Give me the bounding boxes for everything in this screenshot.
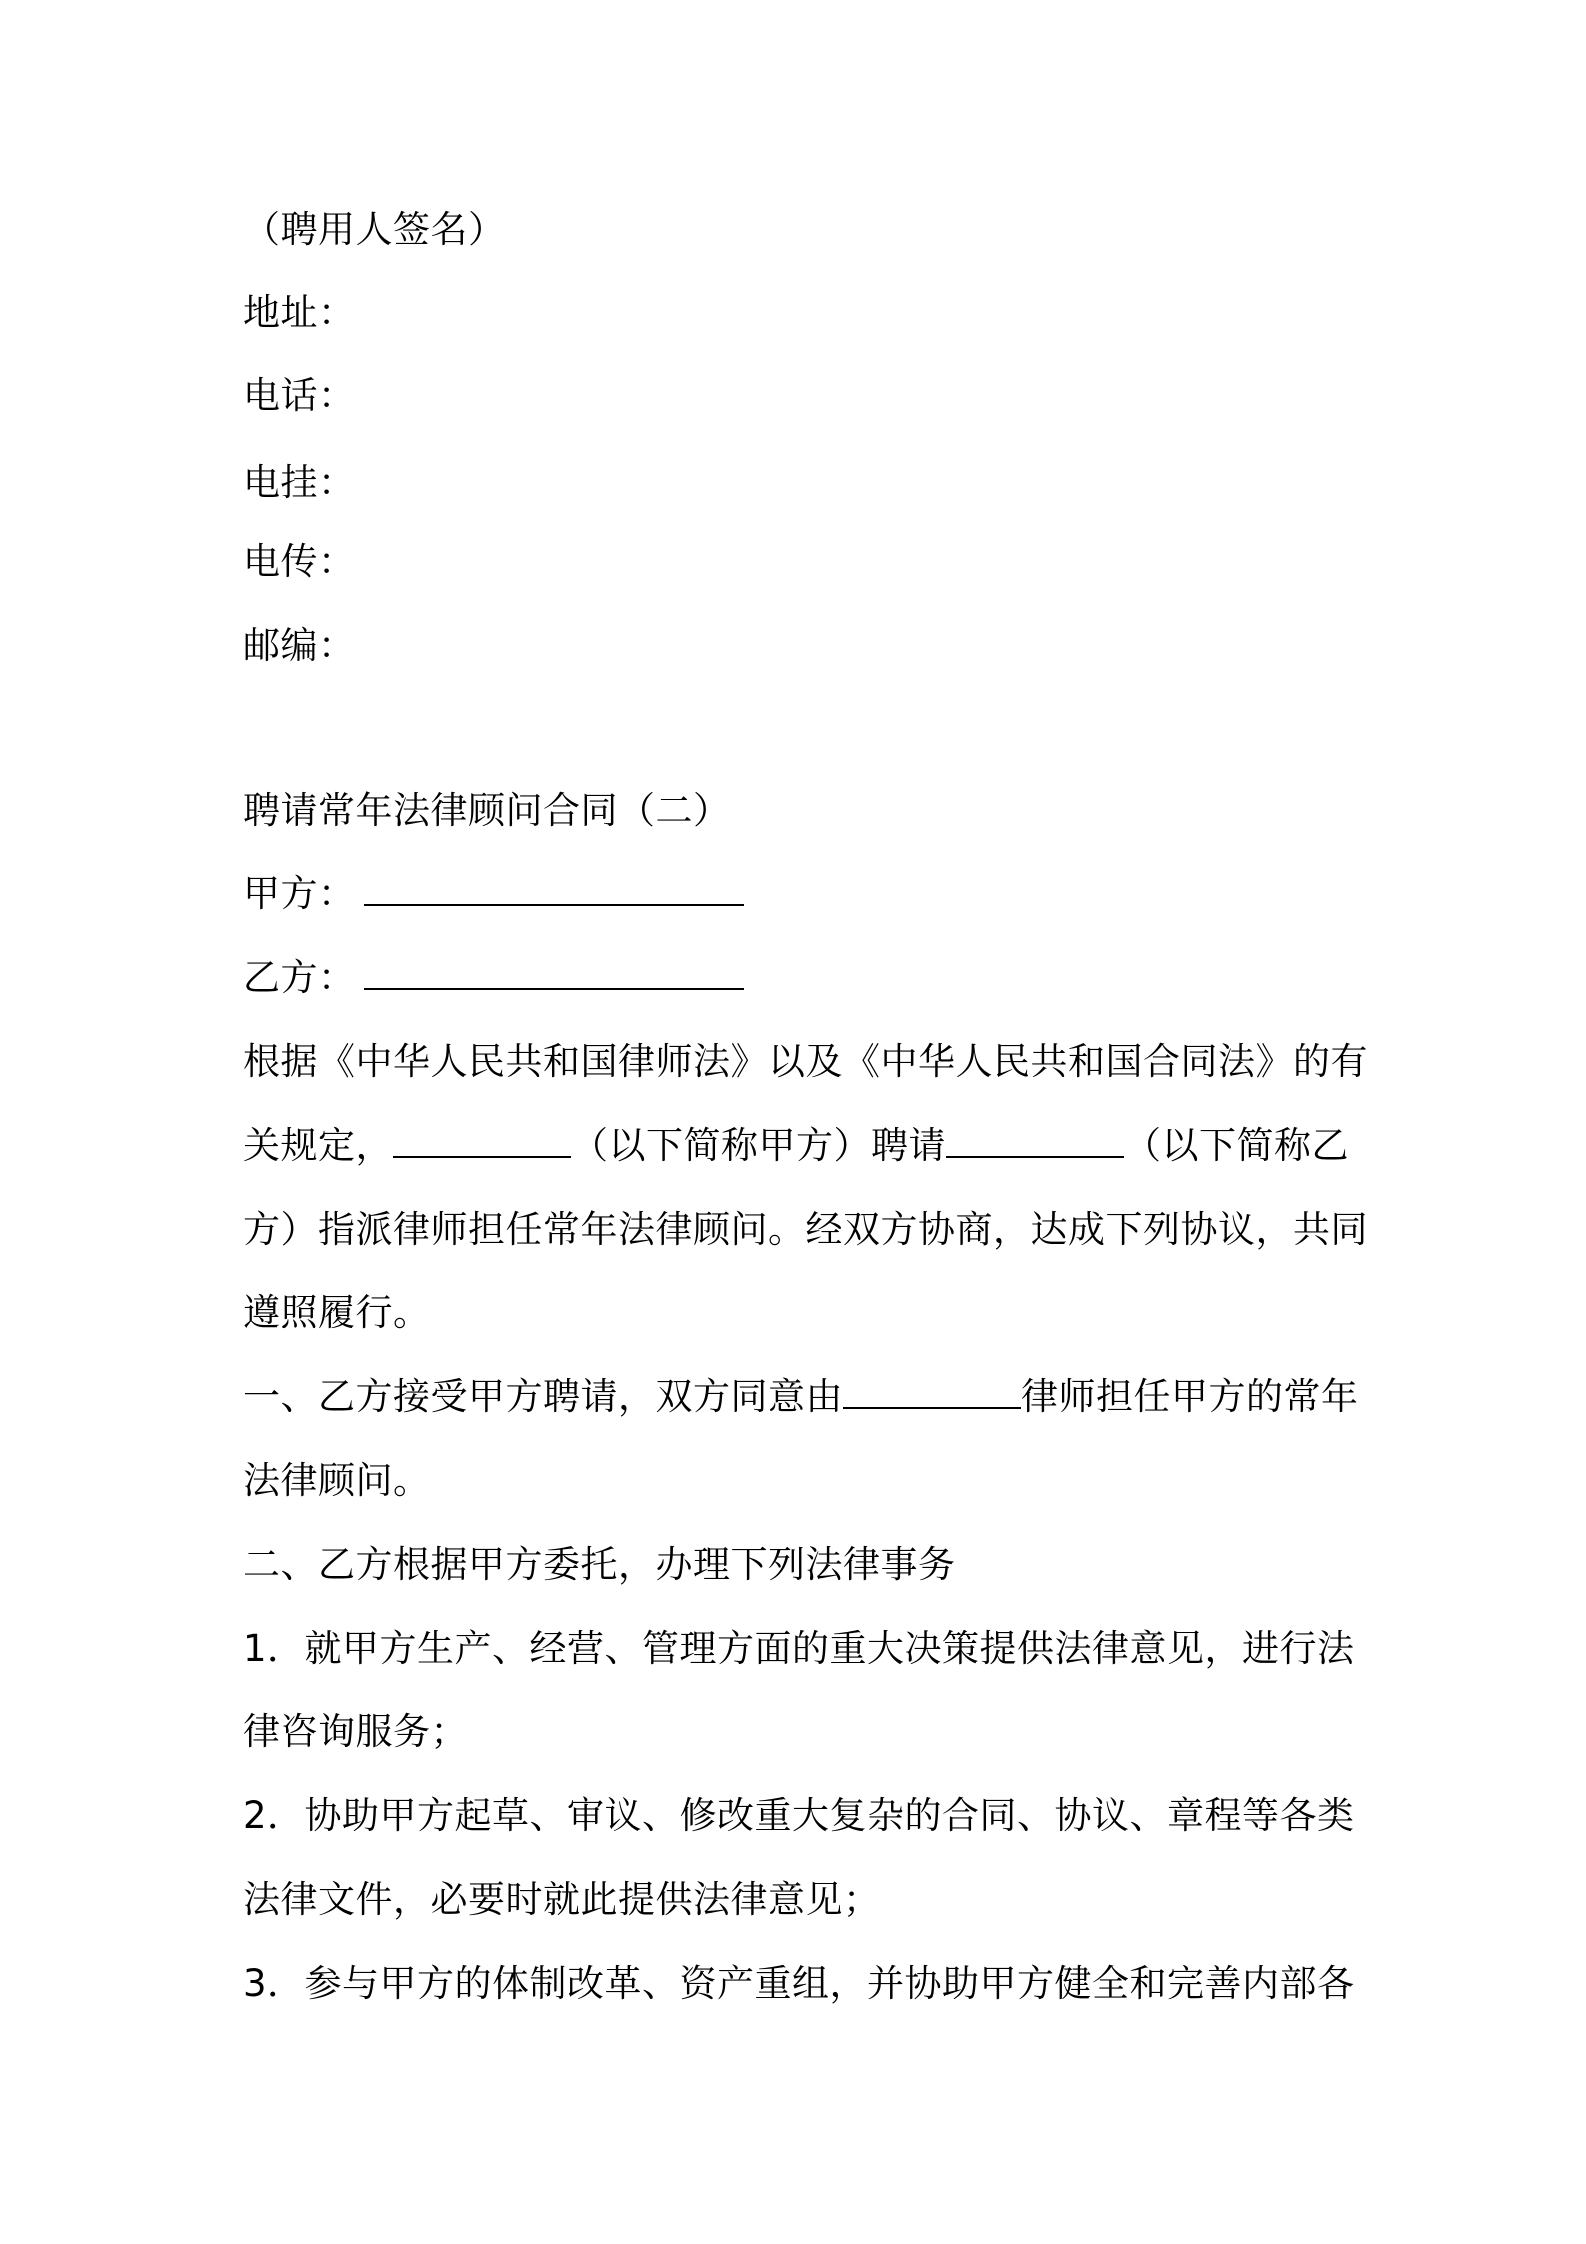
phone-label: 电话：	[243, 374, 356, 417]
clause-2-item-3-line-1: 3．参与甲方的体制改革、资产重组，并协助甲方健全和完善内部各	[243, 1962, 1355, 2005]
cable-label: 电挂：	[243, 461, 356, 504]
preamble-text-a: 关规定，	[243, 1124, 393, 1167]
preamble-line-4: 遵照履行。	[243, 1291, 431, 1334]
preamble-line-1: 根据《中华人民共和国律师法》以及《中华人民共和国合同法》的有	[243, 1040, 1368, 1083]
signer-line: （聘用人签名）	[243, 208, 506, 251]
preamble-text-c: （以下简称乙	[1124, 1124, 1349, 1167]
clause-1-text-a: 一、乙方接受甲方聘请，双方同意由	[243, 1375, 843, 1418]
postcode-label: 邮编：	[243, 624, 356, 667]
party-a-name-blank	[393, 1126, 571, 1158]
clause-2-item-1-line-2: 律咨询服务；	[243, 1710, 468, 1753]
contract-title: 聘请常年法律顾问合同（二）	[243, 789, 731, 832]
clause-1-text-b: 律师担任甲方的常年	[1021, 1375, 1359, 1418]
party-a-line	[243, 870, 1363, 918]
party-b-line	[243, 954, 1363, 1002]
party-a-blank	[364, 874, 744, 906]
clause-2-item-1-line-1: 1．就甲方生产、经营、管理方面的重大决策提供法律意见，进行法	[243, 1627, 1355, 1670]
clause-2-item-2-line-1: 2．协助甲方起草、审议、修改重大复杂的合同、协议、章程等各类	[243, 1794, 1355, 1837]
preamble-line-2	[243, 1122, 1363, 1170]
lawyer-name-blank	[843, 1377, 1021, 1409]
fax-label: 电传：	[243, 540, 356, 583]
clause-1-line-2: 法律顾问。	[243, 1459, 431, 1502]
party-a-label: 甲方：	[243, 872, 356, 915]
address-label: 地址：	[243, 291, 356, 334]
party-b-name-blank	[946, 1126, 1124, 1158]
clause-2-item-2-line-2: 法律文件，必要时就此提供法律意见；	[243, 1878, 881, 1921]
clause-2-heading: 二、乙方根据甲方委托，办理下列法律事务	[243, 1543, 956, 1586]
party-b-label: 乙方：	[243, 956, 356, 999]
preamble-text-b: （以下简称甲方）聘请	[571, 1124, 946, 1167]
party-b-blank	[364, 958, 744, 990]
preamble-line-3: 方）指派律师担任常年法律顾问。经双方协商，达成下列协议，共同	[243, 1208, 1368, 1251]
clause-1-line-1	[243, 1373, 1363, 1421]
